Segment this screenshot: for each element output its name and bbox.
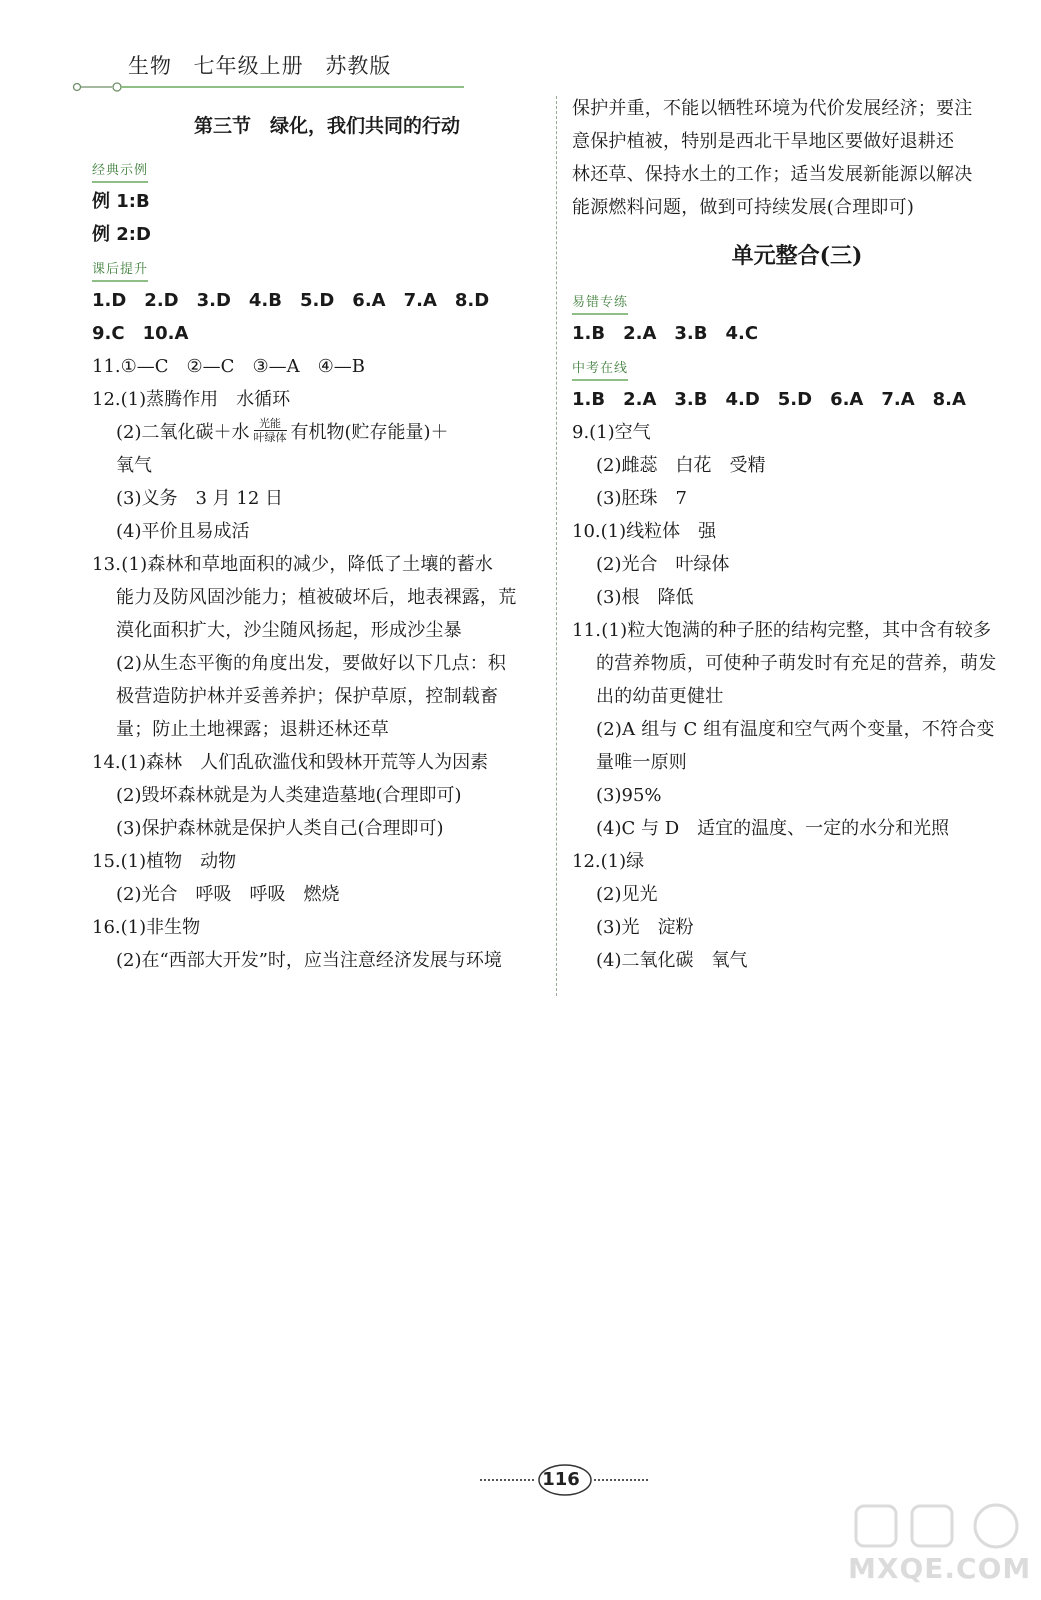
answer-line: 出的幼苗更健壮	[596, 686, 724, 707]
answer-line: 1.B 2.A 3.B 4.C	[572, 323, 759, 344]
watermark-emblem-icon	[848, 1500, 1028, 1552]
tag-classic-examples: 经典示例	[92, 163, 148, 183]
answer-line: 16.(1)非生物	[92, 917, 201, 938]
answer-line: 11.①—C ②—C ③—A ④—B	[92, 356, 365, 377]
page-number: 116	[542, 1469, 580, 1490]
equation-line	[92, 416, 542, 449]
answer-line: 漠化面积扩大，沙尘随风扬起，形成沙尘暴	[116, 620, 462, 641]
answer-line: (2)光合 叶绿体	[596, 554, 730, 575]
answer-line: (3)保护森林就是保护人类自己(合理即可)	[116, 818, 444, 839]
left-column	[92, 108, 542, 977]
answer-line: 极营造防护林并妥善养护；保护草原，控制载畜	[116, 686, 499, 707]
tag-exam-online: 中考在线	[572, 361, 628, 381]
answer-line: 的营养物质，可使种子萌发时有充足的营养，萌发	[596, 653, 997, 674]
reaction-condition-top: 光能	[254, 418, 287, 431]
watermark-text: MXQE.COM	[848, 1552, 1032, 1585]
answer-line: 意保护植被，特别是西北干旱地区要做好退耕还	[572, 131, 955, 152]
answer-line: 量；防止土地裸露；退耕还林还草	[116, 719, 389, 740]
reaction-condition-bottom: 叶绿体	[253, 431, 287, 444]
answer-line: (3)光 淀粉	[596, 917, 694, 938]
tag-after-class: 课后提升	[92, 262, 148, 282]
unit-title: 单元整合(三)	[731, 243, 863, 269]
answer-line: 氧气	[116, 455, 152, 476]
answer-line: (2)在“西部大开发”时，应当注意经济发展与环境	[116, 950, 502, 971]
answer-line: 例 2:D	[92, 224, 151, 245]
answer-line: (3)根 降低	[596, 587, 694, 608]
answer-line: 12.(1)蒸腾作用 水循环	[92, 389, 291, 410]
answer-line: 9.C 10.A	[92, 323, 189, 344]
answer-line: 15.(1)植物 动物	[92, 851, 237, 872]
equation-products: 有机物(贮存能量)＋	[290, 422, 449, 443]
equation-reactants: (2)二氧化碳＋水	[116, 422, 250, 443]
tag-error-practice: 易错专练	[572, 295, 628, 315]
book-header-title: 生物 七年级上册 苏教版	[128, 54, 392, 78]
answer-line: 量唯一原则	[596, 752, 687, 773]
answer-line: 13.(1)森林和草地面积的减少，降低了土壤的蓄水	[92, 554, 494, 575]
answer-line: 12.(1)绿	[572, 851, 645, 872]
answer-line: 保护并重，不能以牺牲环境为代价发展经济；要注	[572, 98, 973, 119]
section-title: 第三节 绿化，我们共同的行动	[193, 115, 460, 137]
answer-line: (2)毁坏森林就是为人类建造墓地(合理即可)	[116, 785, 462, 806]
answer-line: (4)C 与 D 适宜的温度、一定的水分和光照	[596, 818, 950, 839]
answer-line: (4)平价且易成活	[116, 521, 250, 542]
answer-line: (2)雌蕊 白花 受精	[596, 455, 766, 476]
answer-line: 1.D 2.D 3.D 4.B 5.D 6.A 7.A 8.D	[92, 290, 490, 311]
answer-line: 9.(1)空气	[572, 422, 651, 443]
watermark-logo	[848, 1500, 1032, 1595]
right-column	[572, 92, 1022, 977]
answer-line: 1.B 2.A 3.B 4.D 5.D 6.A 7.A 8.A	[572, 389, 966, 410]
answer-line: (2)A 组与 C 组有温度和空气两个变量，不符合变	[596, 719, 995, 740]
answer-line: 例 1:B	[92, 191, 150, 212]
answer-line: 能源燃料问题，做到可持续发展(合理即可)	[572, 197, 915, 218]
reaction-arrow	[254, 418, 287, 444]
answer-line: (3)义务 3 月 12 日	[116, 488, 284, 509]
column-divider	[556, 96, 557, 996]
answer-line: 10.(1)线粒体 强	[572, 521, 717, 542]
answer-line: (3)胚珠 7	[596, 488, 687, 509]
header-decor-line	[72, 82, 464, 92]
answer-line: (3)95%	[596, 785, 662, 806]
answer-line: (2)光合 呼吸 呼吸 燃烧	[116, 884, 340, 905]
answer-line: 11.(1)粒大饱满的种子胚的结构完整，其中含有较多	[572, 620, 992, 641]
answer-line: 能力及防风固沙能力；植被破坏后，地表裸露，荒	[116, 587, 517, 608]
answer-line: (2)见光	[596, 884, 658, 905]
answer-line: 14.(1)森林 人们乱砍滥伐和毁林开荒等人为因素	[92, 752, 489, 773]
answer-line: (4)二氧化碳 氧气	[596, 950, 748, 971]
answer-line: 林还草、保持水土的工作；适当发展新能源以解决	[572, 164, 973, 185]
answer-line: (2)从生态平衡的角度出发，要做好以下几点：积	[116, 653, 507, 674]
